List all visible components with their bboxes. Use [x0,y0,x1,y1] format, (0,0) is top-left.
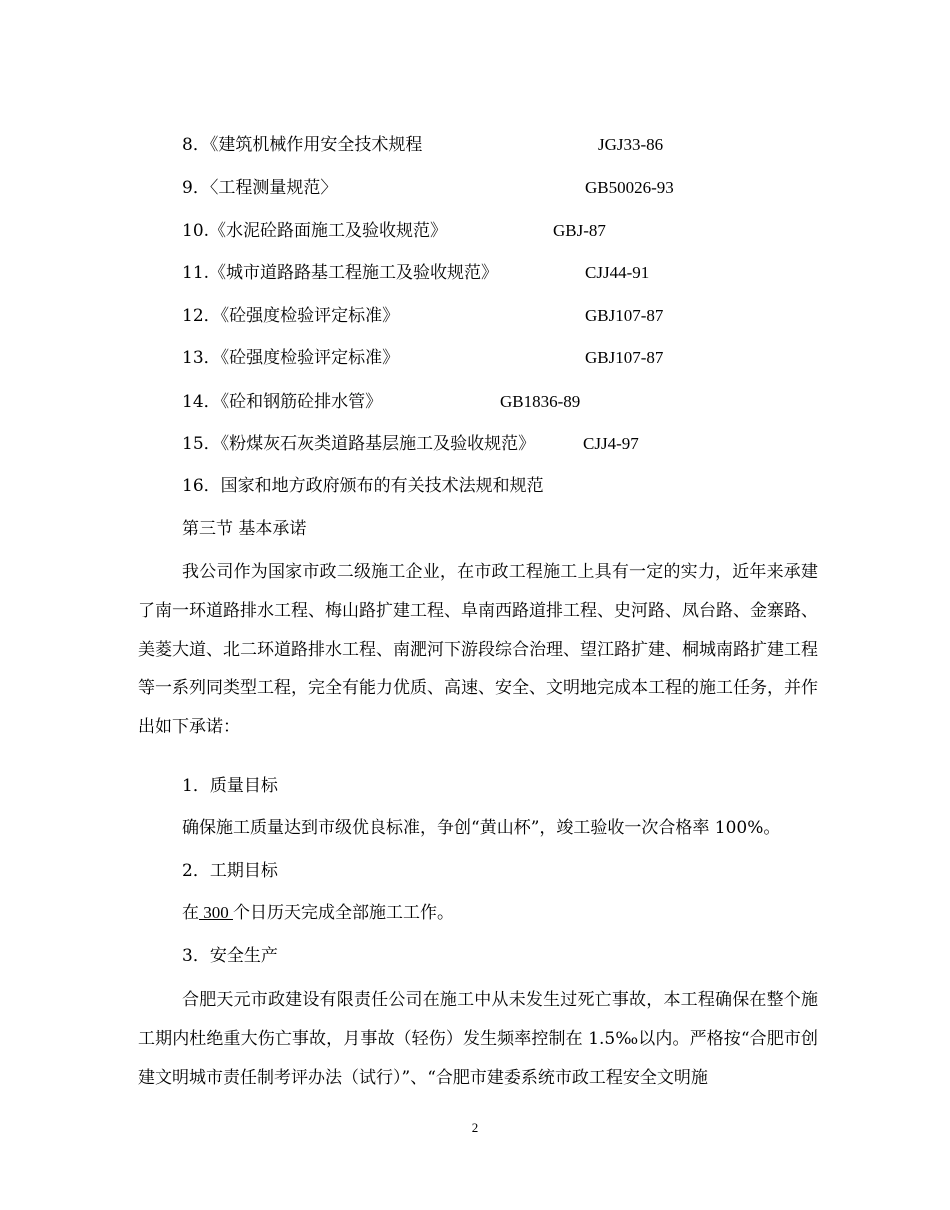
standard-code-9: GB50026-93 [585,178,674,197]
standard-item-12: 12．《砼强度检验评定标准》 [182,306,400,326]
standard-item-16: 16．国家和地方政府颁布的有关技术法规和规范 [182,476,544,496]
schedule-text [182,903,454,923]
safety-heading: 3．安全生产 [182,946,278,966]
section-heading: 第三节 基本承诺 [182,519,307,539]
standard-item-9: 9．〈工程测量规范〉 [182,178,338,198]
quality-heading: 1．质量目标 [182,776,278,796]
standard-code-11: CJJ44-91 [585,263,650,282]
standard-code-10: GBJ-87 [553,221,606,240]
schedule-days: 300 [199,903,233,922]
schedule-heading: 2．工期目标 [182,861,278,881]
standard-item-11: 11.《城市道路路基工程施工及验收规范》 [182,263,499,283]
standard-item-10: 10.《水泥砼路面施工及验收规范》 [182,221,448,241]
standard-item-15: 15．《粉煤灰石灰类道路基层施工及验收规范》 [182,434,536,454]
schedule-suffix: 个日历天完成全部施工工作。 [233,903,454,923]
standard-code-14: GB1836-89 [500,392,581,411]
standard-item-14: 14．《砼和钢筋砼排水管》 [182,392,383,412]
standard-code-12: GBJ107-87 [585,306,664,325]
safety-paragraph: 合肥天元市政建设有限责任公司在施工中从未发生过死亡事故，本工程确保在整个施工期内杜绝重大伤亡事故，月事故（轻伤）发生频率控制在 1.5‰以内。严格按“合肥市创建文明城市责任制考评办法（试行）”、“合肥市建委系统市政工程安全文明施 [138,990,818,1088]
standard-code-15: CJJ4-97 [583,434,639,453]
standard-item-8: 8．《建筑机械作用安全技术规程 [182,135,423,155]
schedule-prefix: 在 [182,903,199,923]
standard-code-13: GBJ107-87 [585,348,664,367]
standard-item-13: 13．《砼强度检验评定标准》 [182,348,400,368]
page-number: 2 [471,1120,479,1135]
standard-code-8: JGJ33-86 [598,135,664,154]
intro-paragraph: 我公司作为国家市政二级施工企业，在市政工程施工上具有一定的实力，近年来承建了南一环道路排水工程、梅山路扩建工程、阜南西路道排工程、史河路、凤台路、金寨路、美菱大道、北二环道路排水工程、南淝河下游段综合治理、望江路扩建、桐城南路扩建工程等一系列同类型工程，完全有能力优质、高速、安全、文明地完成本工程的施工任务，并作出如下承诺： [138,562,818,738]
quality-text: 确保施工质量达到市级优良标准，争创“黄山杯”，竣工验收一次合格率 100%。 [182,818,781,838]
